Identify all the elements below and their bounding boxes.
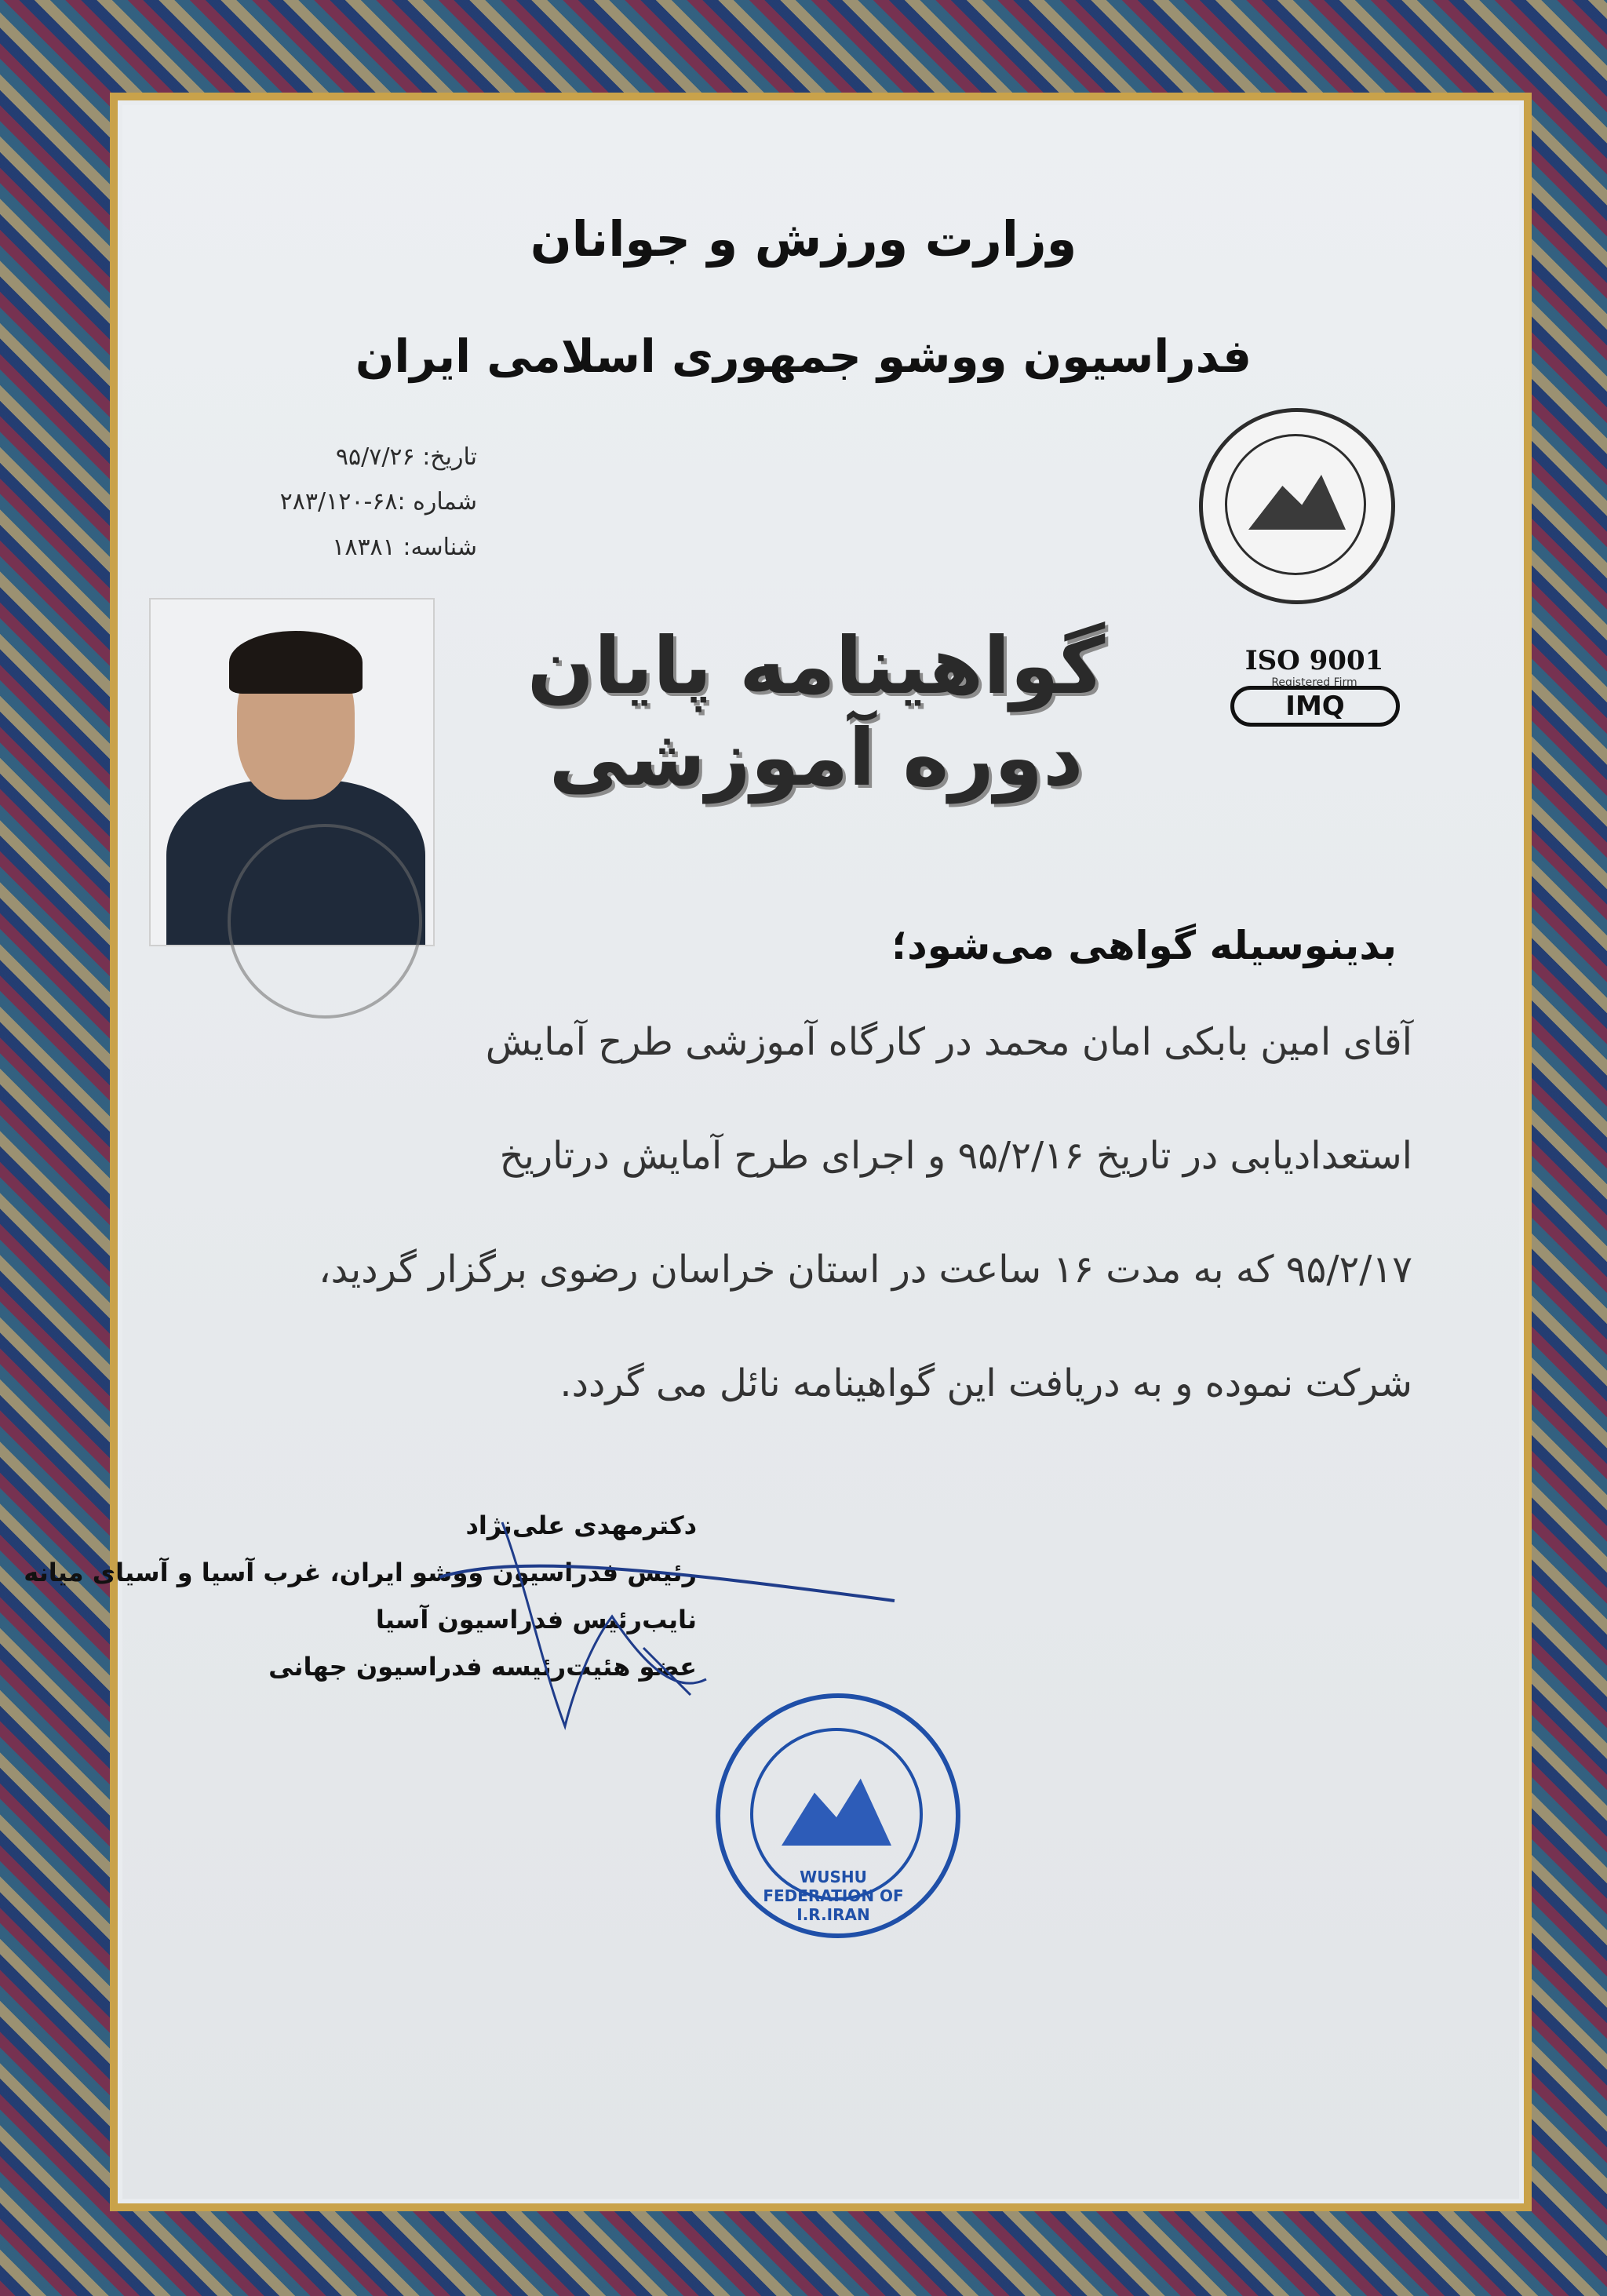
- issue-date: تاریخ: ۹۵/۷/۲۶: [335, 443, 477, 471]
- certificate-title: گواهینامه پایان دوره آموزشی: [527, 620, 1106, 804]
- federation-title: فدراسیون ووشو جمهوری اسلامی ایران: [355, 330, 1252, 383]
- photo-stamp-icon: [228, 824, 422, 1019]
- signatory-role-1: رئیس فدراسیون ووشو ایران، غرب آسیا و آسیای میانه: [24, 1558, 697, 1587]
- reference-number: شماره :۶۸-۲۸۳/۱۲۰: [279, 488, 477, 516]
- ministry-title: وزارت ورزش و جوانان: [530, 210, 1077, 268]
- body-line-3: ۹۵/۲/۱۷ که به مدت ۱۶ ساعت در استان خراسان رضوی برگزار گردید،: [319, 1248, 1412, 1292]
- imq-badge: IMQ: [1230, 686, 1400, 727]
- certificate-id: شناسه: ۱۸۳۸۱: [332, 534, 477, 561]
- hereby-heading: بدینوسیله گواهی می‌شود؛: [891, 923, 1397, 968]
- iso-label: ISO 9001: [1244, 645, 1384, 676]
- photo-hair: [229, 631, 363, 694]
- stamp-text: WUSHU FEDERATION OF I.R.IRAN: [763, 1868, 904, 1924]
- signatory-role-2: نایب‌رئیس فدراسیون آسیا: [375, 1605, 697, 1635]
- signatory-name: دکترمهدی علی‌نژاد: [465, 1511, 697, 1540]
- iso-sub-label: Registered Firm: [1271, 676, 1357, 689]
- federation-logo-icon: [1199, 408, 1395, 604]
- signatory-role-3: عضو هئیت‌رئیسه فدراسیون جهانی: [268, 1652, 697, 1682]
- body-line-2: استعدادیابی در تاریخ ۹۵/۲/۱۶ و اجرای طرح آمایش درتاریخ: [499, 1134, 1412, 1178]
- body-line-4: شرکت نموده و به دریافت این گواهینامه نائل می گردد.: [559, 1361, 1412, 1405]
- body-line-1: آقای امین بابکی امان محمد در کارگاه آموزشی طرح آمایش: [485, 1020, 1412, 1064]
